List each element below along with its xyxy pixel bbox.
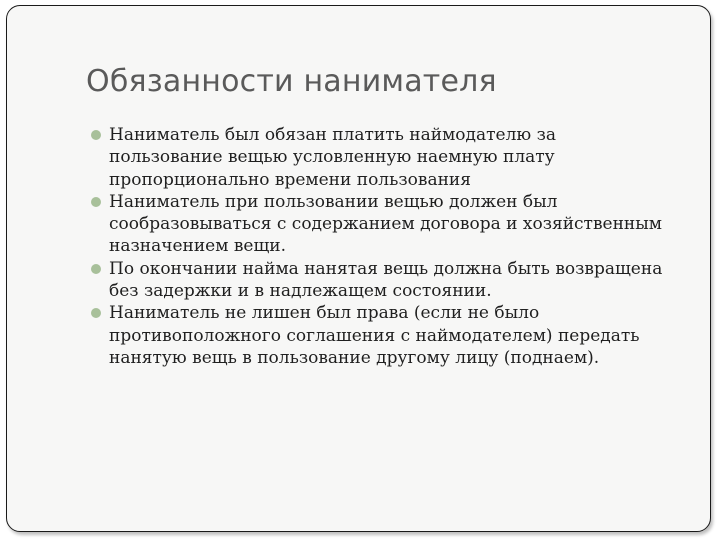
bullet-text: Наниматель не лишен был права (если не было противоположного соглашения с наймодателем) передать нанятую вещь в пользование другому лицу (поднаем).: [109, 303, 640, 368]
bullet-list: [91, 124, 671, 369]
bullet-dot-icon: [91, 197, 101, 207]
bullet-text: Наниматель был обязан платить наймодателю за пользование вещью условленную наемную плату пропорционально времени пользования: [109, 125, 557, 190]
slide-title: Обязанности нанимателя: [86, 64, 497, 99]
bullet-text: По окончании найма нанятая вещь должна быть возвращена без задержки и в надлежащем состоянии.: [109, 258, 663, 302]
bullet-text: Наниматель при пользовании вещью должен был сообразовываться с содержанием договора и хозяйственным назначением вещи.: [109, 191, 663, 257]
bullet-dot-icon: [91, 308, 101, 318]
bullet-item: [91, 124, 671, 191]
bullet-item: [91, 191, 671, 258]
bullet-dot-icon: [91, 264, 101, 274]
slide: [6, 5, 711, 532]
bullet-item: [91, 258, 671, 303]
bullet-item: [91, 302, 671, 369]
bullet-dot-icon: [91, 130, 101, 140]
